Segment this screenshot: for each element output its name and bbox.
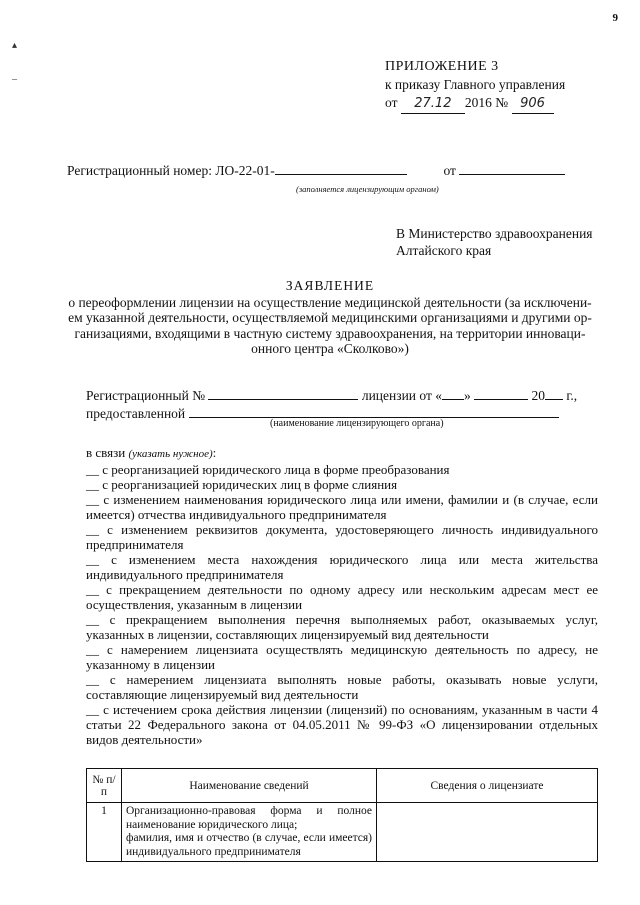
heading-line: онного центра «Сколково») — [251, 341, 409, 356]
appendix-title: ПРИЛОЖЕНИЕ 3 — [385, 59, 499, 74]
addressee-line: Алтайского края — [396, 243, 492, 258]
addressee-line: В Министерство здравоохранения — [396, 226, 593, 241]
appendix-header — [385, 58, 565, 114]
reason-option[interactable]: __ с намерением лицензиата выполнять новые работы, оказывать новые услуги, составляющие лицензируемый вид деятельности — [86, 672, 598, 702]
reason-option[interactable]: __ с реорганизацией юридических лиц в форме слияния — [86, 477, 398, 492]
table-header-row — [87, 769, 598, 803]
reason-option[interactable]: __ с изменением наименования юридического лица или имени, фамилии и (в случае, если имеется) отчества индивидуального предпринимателя — [86, 492, 598, 522]
license-block: Регистрационный № лицензии от « » 20 г., предоставленной — [86, 388, 578, 421]
column-header-number: № п/п — [87, 769, 122, 803]
license-day-blank[interactable] — [442, 387, 464, 400]
appendix-order-line: к приказу Главного управления — [385, 77, 566, 92]
row-number: 1 — [87, 803, 122, 862]
license-number-blank[interactable] — [208, 387, 358, 400]
registration-from-label: от — [443, 163, 456, 178]
reason-option[interactable]: __ с прекращением выполнения перечня выполняемых работ, оказываемых услуг, указанных в лицензии, составляющих лицензируемый вид деятельности — [86, 612, 598, 642]
registration-number-blank[interactable] — [275, 162, 407, 175]
row-value-cell[interactable] — [377, 803, 598, 862]
reason-option[interactable]: __ с намерением лицензиата осуществлять медицинскую деятельность по адресу, не указанному в лицензии — [86, 642, 598, 672]
reasons-hint: (указать нужное) — [128, 448, 213, 460]
licensee-info-table — [86, 768, 598, 862]
handwritten-number: 906 — [512, 95, 554, 114]
reason-option[interactable]: __ с прекращением деятельности по одному адресу или нескольким адресам мест ее осуществления, указанным в лицензии — [86, 582, 598, 612]
appendix-year: 2016 № — [464, 95, 509, 110]
reason-option[interactable]: __ с реорганизацией юридического лица в форме преобразования — [86, 462, 450, 477]
table-row — [87, 803, 598, 862]
heading-line: о переоформлении лицензии на осуществление медицинской деятельности (за исключени- — [68, 294, 592, 310]
column-header-value: Сведения о лицензиате — [377, 769, 598, 803]
application-title: ЗАЯВЛЕНИЕ — [285, 278, 375, 293]
page-number: 9 — [612, 12, 618, 24]
column-header-name: Наименование сведений — [122, 769, 377, 803]
licensing-authority-note: (наименование лицензирующего органа) — [270, 418, 444, 429]
license-from-label: лицензии от « — [361, 388, 442, 403]
registration-label: Регистрационный номер: ЛО-22-01- — [67, 163, 275, 178]
reasons-list — [86, 445, 598, 747]
application-heading — [60, 278, 600, 357]
heading-line: ганизациями, входящими в частную систему здравоохранения, на территории инноваци- — [74, 325, 586, 341]
license-provided-label: предоставленной — [86, 406, 186, 421]
license-year-blank[interactable] — [545, 387, 563, 400]
registration-note: (заполняется лицензирующим органом) — [296, 184, 439, 194]
reasons-intro: в связи (указать нужное): — [86, 445, 217, 460]
row-name: Организационно-правовая форма и полное наименование юридического лица; фамилия, имя и отчество (в случае, если имеется) индивидуального предпринимателя — [122, 803, 377, 862]
handwritten-date: 27.12 — [401, 95, 465, 114]
licensing-authority-blank[interactable] — [189, 405, 559, 418]
reason-option[interactable]: __ с изменением реквизитов документа, удостоверяющего личность индивидуального предпринимателя — [86, 522, 598, 552]
addressee — [396, 225, 593, 259]
reason-option[interactable]: __ с истечением срока действия лицензии (лицензий) по основаниям, указанным в части 4 статьи 22 Федерального закона от 04.05.2011 № 99-ФЗ «О лицензировании отдельных видов деятельности» — [86, 702, 598, 747]
registration-line — [67, 162, 565, 179]
reason-option[interactable]: __ с изменением места нахождения юридического лица или места жительства индивидуального предпринимателя — [86, 552, 598, 582]
margin-mark: – — [12, 74, 17, 85]
appendix-date-line: от 27.12 2016 № 906 — [385, 94, 565, 114]
license-reg-label: Регистрационный № — [86, 388, 206, 403]
registration-date-blank[interactable] — [459, 162, 565, 175]
license-year-prefix: 20 — [531, 388, 545, 403]
heading-line: ем указанной деятельности, осуществляемой медицинскими организациями и другими ор- — [68, 310, 592, 325]
margin-mark: ▴ — [12, 40, 18, 51]
license-month-blank[interactable] — [474, 387, 528, 400]
